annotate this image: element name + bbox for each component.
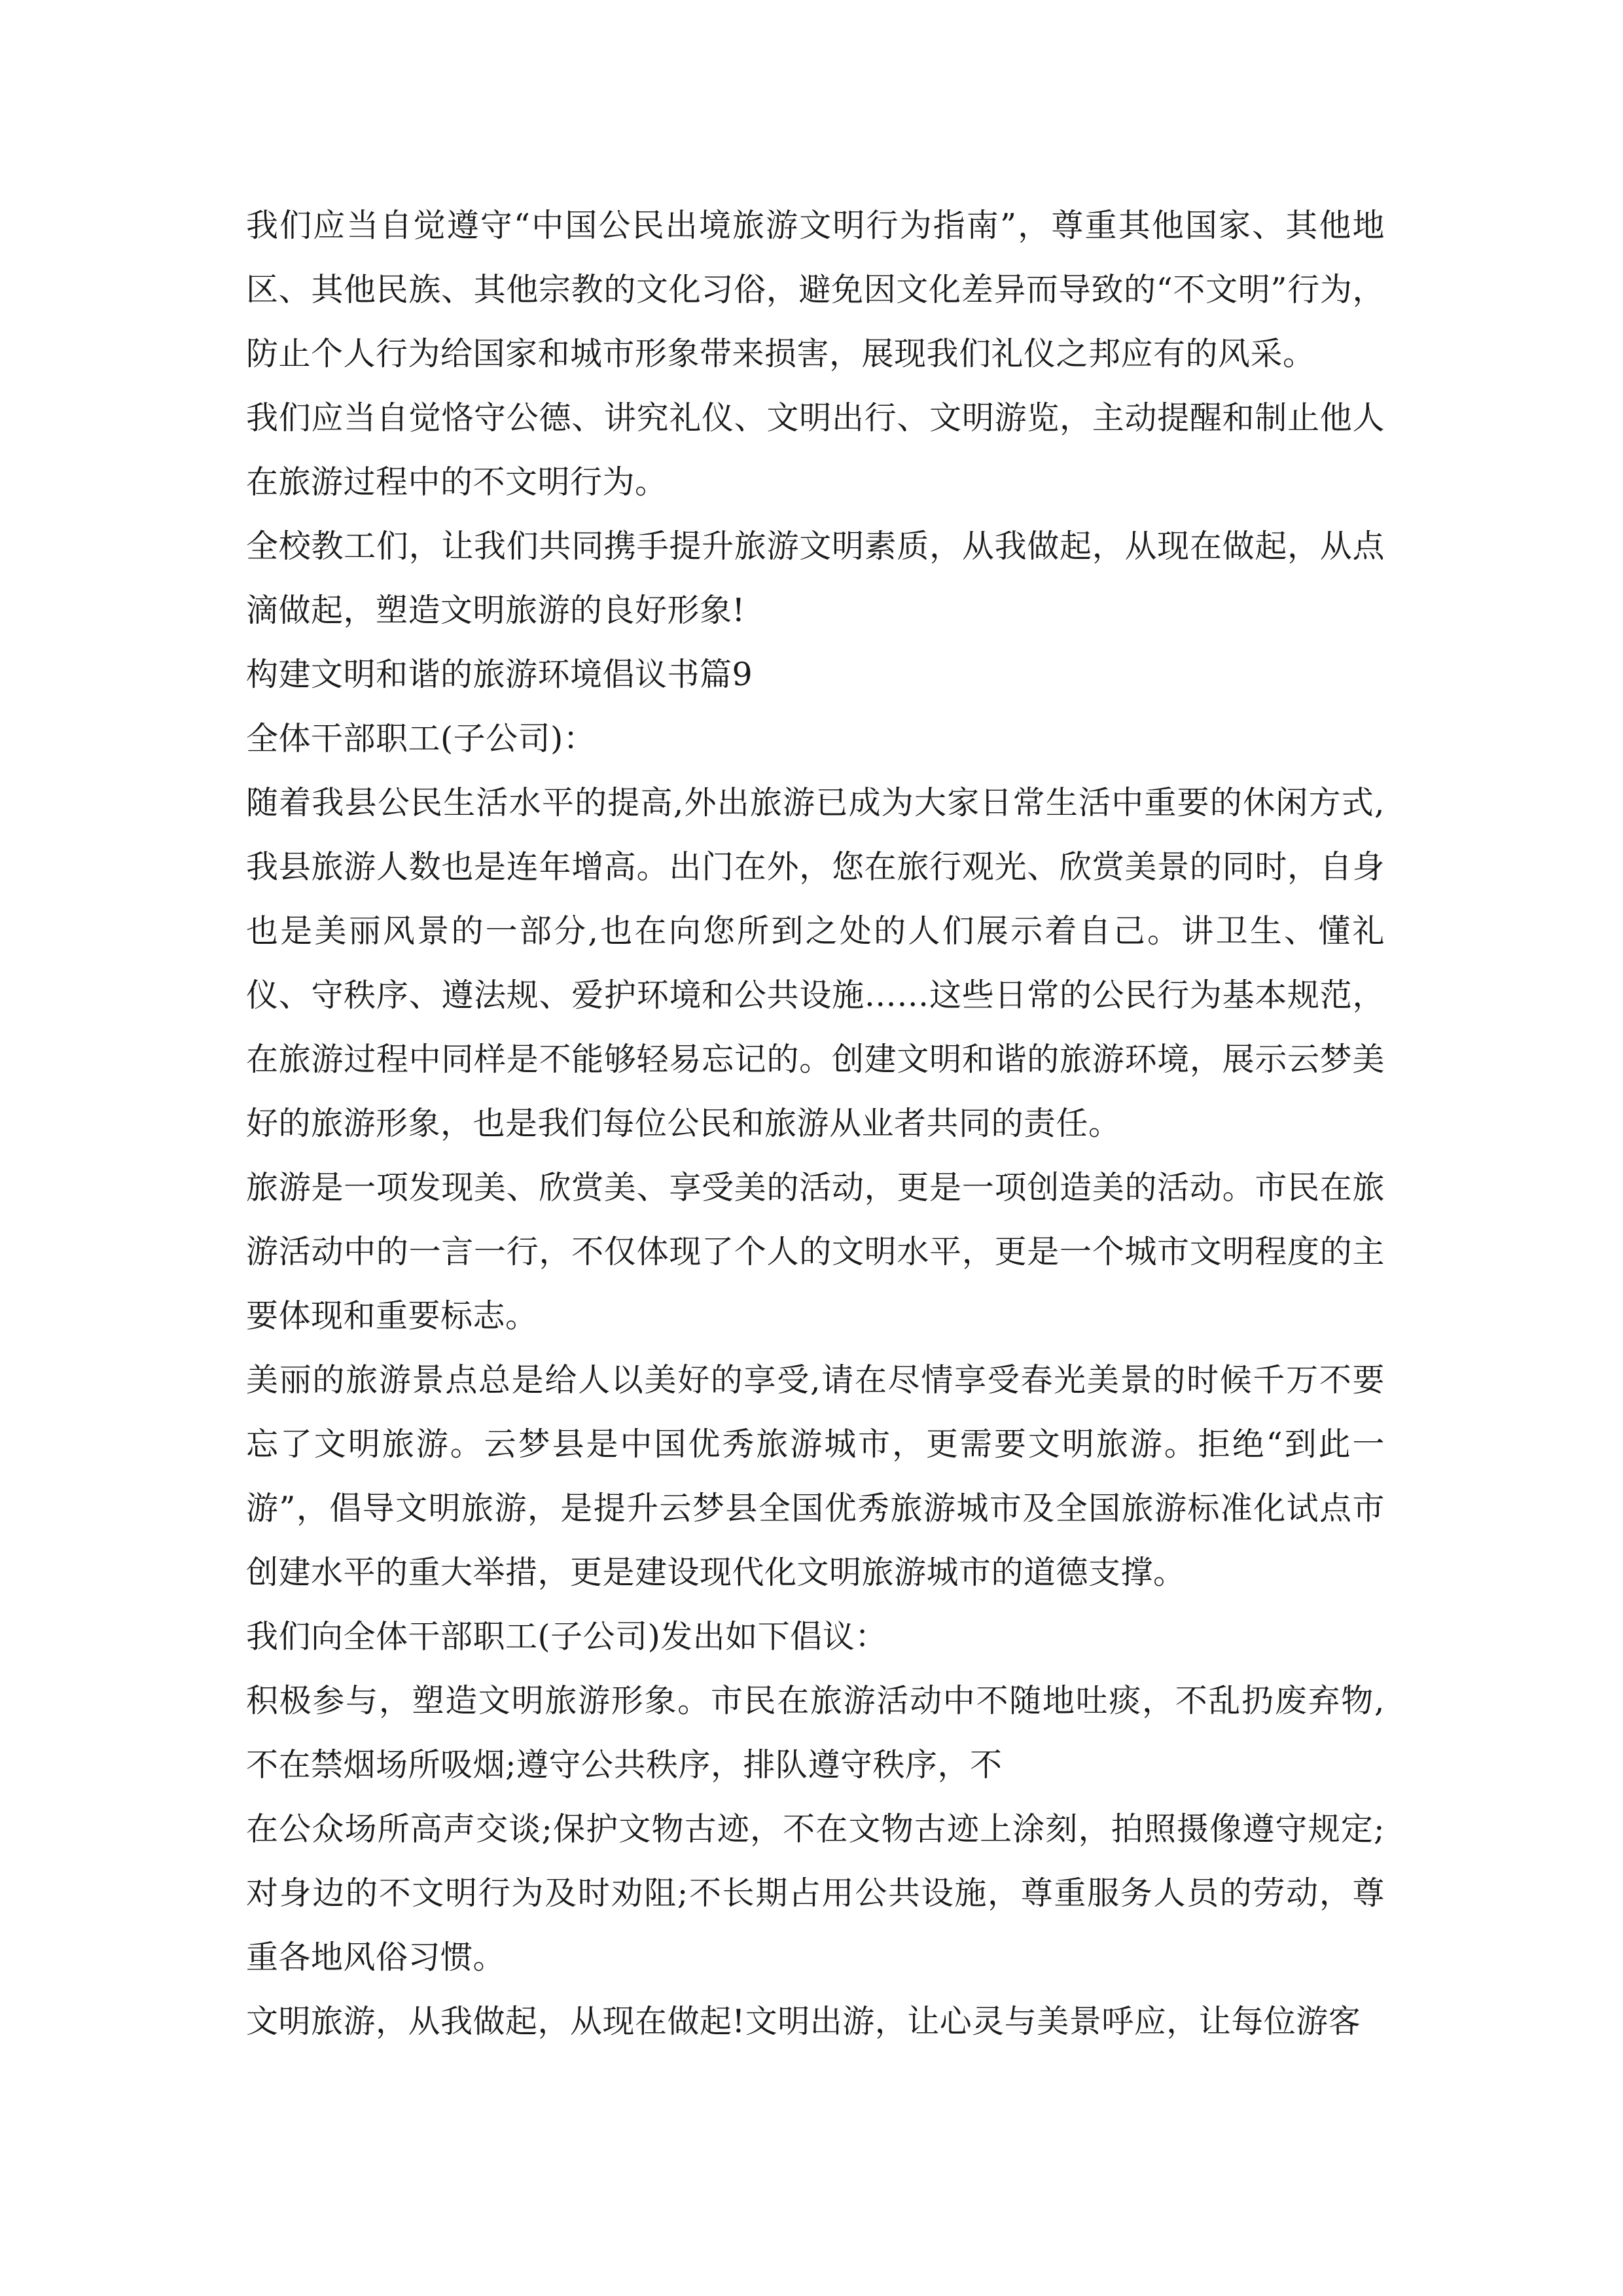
paragraph-proposal-lead: 我们向全体干部职工(子公司)发出如下倡议： [246, 1618, 887, 1655]
salutation: 全体干部职工(子公司)： [246, 720, 596, 757]
document-body [246, 194, 1385, 2054]
paragraph-participate: 积极参与，塑造文明旅游形象。市民在旅游活动中不随地吐痰，不乱扔废弃物,不在禁烟场所吸烟;遵守公共秩序，排队遵守秩序，不 [246, 1682, 1385, 1784]
paragraph-staff-appeal: 全校教工们，让我们共同携手提升旅游文明素质，从我做起，从现在做起，从点滴做起，塑造文明旅游的良好形象! [246, 528, 1385, 629]
paragraph-public-morality: 我们应当自觉恪守公德、讲究礼仪、文明出行、文明游览，主动提醒和制止他人在旅游过程中的不文明行为。 [246, 399, 1385, 501]
paragraph-scenic-spots: 美丽的旅游景点总是给人以美好的享受,请在尽情享受春光美景的时候千万不要忘了文明旅游。云梦县是中国优秀旅游城市，更需要文明旅游。拒绝“到此一游”，倡导文明旅游，是提升云梦县全国优秀旅游城市及全国旅游标准化试点市创建水平的重大举措，更是建设现代化文明旅游城市的道德支撑。 [246, 1361, 1385, 1591]
section-title: 构建文明和谐的旅游环境倡议书篇9 [246, 656, 753, 693]
paragraph-tourism-beauty: 旅游是一项发现美、欣赏美、享受美的活动，更是一项创造美的活动。市民在旅游活动中的一言一行，不仅体现了个人的文明水平，更是一个城市文明程度的主要体现和重要标志。 [246, 1169, 1385, 1335]
paragraph-closing: 文明旅游，从我做起，从现在做起!文明出游，让心灵与美景呼应，让每位游客 [246, 2003, 1361, 2040]
paragraph-public-places: 在公众场所高声交谈;保护文物古迹，不在文物古迹上涂刻，拍照摄像遵守规定;对身边的不文明行为及时劝阻;不长期占用公共设施，尊重服务人员的劳动，尊重各地风俗习惯。 [246, 1810, 1385, 1976]
paragraph-guideline: 我们应当自觉遵守“中国公民出境旅游文明行为指南”，尊重其他国家、其他地区、其他民族、其他宗教的文化习俗，避免因文化差异而导致的“不文明”行为，防止个人行为给国家和城市形象带来损害，展现我们礼仪之邦应有的风采。 [246, 207, 1385, 372]
paragraph-intro: 随着我县公民生活水平的提高,外出旅游已成为大家日常生活中重要的休闲方式,我县旅游人数也是连年增高。出门在外，您在旅行观光、欣赏美景的同时，自身也是美丽风景的一部分,也在向您所到之处的人们展示着自己。讲卫生、懂礼仪、守秩序、遵法规、爱护环境和公共设施……这些日常的公民行为基本规范，在旅游过程中同样是不能够轻易忘记的。创建文明和谐的旅游环境，展示云梦美好的旅游形象，也是我们每位公民和旅游从业者共同的责任。 [246, 784, 1385, 1142]
